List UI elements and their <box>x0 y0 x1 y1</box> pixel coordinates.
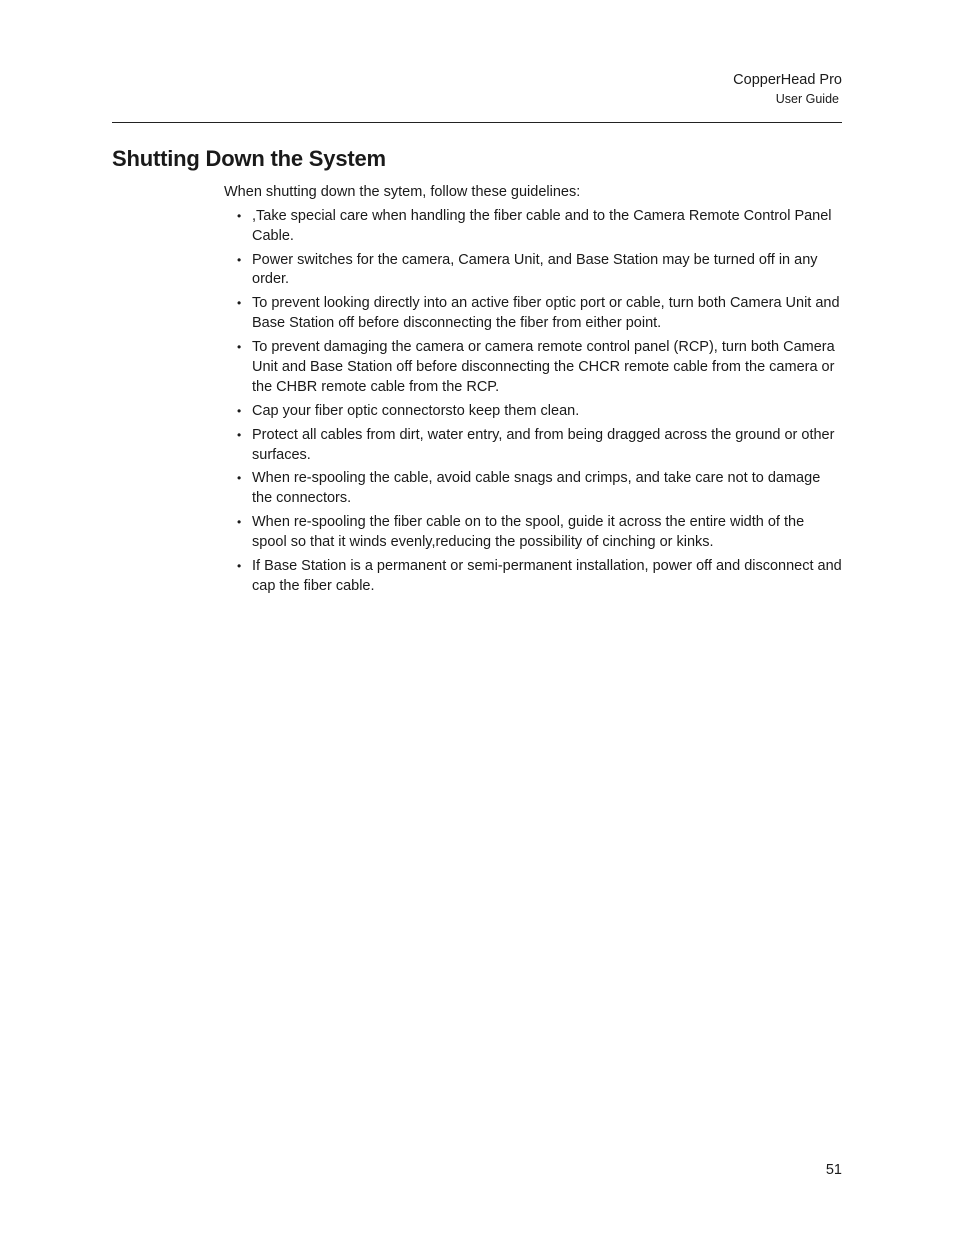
list-item <box>224 513 842 553</box>
section-title: Shutting Down the System <box>112 146 386 171</box>
section-body <box>224 183 842 601</box>
bullet-icon: • <box>237 403 242 418</box>
list-item-text: Protect all cables from dirt, water entry, and from being dragged across the ground or other surfaces. <box>252 426 835 463</box>
list-item-text: When re-spooling the fiber cable on to the spool, guide it across the entire width of the spool so that it winds evenly,reducing the possibility of cinching or kinks. <box>252 514 805 551</box>
bullet-icon: • <box>237 296 242 311</box>
list-item <box>224 294 842 334</box>
intro-paragraph: When shutting down the sytem, follow these guidelines: <box>224 184 581 200</box>
bullet-icon: • <box>237 515 242 530</box>
bullet-icon: • <box>237 471 242 486</box>
bullet-icon: • <box>237 208 242 223</box>
guidelines-list <box>224 207 842 597</box>
list-item-text: When re-spooling the cable, avoid cable snags and crimps, and take care not to damage the connectors. <box>252 470 821 507</box>
bullet-icon: • <box>237 427 242 442</box>
list-item <box>224 402 842 422</box>
bullet-icon: • <box>237 559 242 574</box>
list-item-text: To prevent damaging the camera or camera remote control panel (RCP), turn both Camera Unit and Base Station off before disconnecting the CHCR remote cable from the camera or the CHBR remote cable from the RCP. <box>252 339 835 395</box>
header-document-name: User Guide <box>775 92 839 106</box>
bullet-icon: • <box>237 340 242 355</box>
list-item-text: Cap your fiber optic connectorsto keep them clean. <box>252 402 580 419</box>
list-item-text: ,Take special care when handling the fiber cable and to the Camera Remote Control Panel Cable. <box>252 207 832 244</box>
list-item <box>224 338 842 397</box>
list-item <box>224 207 842 247</box>
list-item-text: To prevent looking directly into an active fiber optic port or cable, turn both Camera Unit and Base Station off before disconnecting the fiber from either point. <box>252 295 840 332</box>
list-item <box>224 469 842 509</box>
list-item-text: Power switches for the camera, Camera Unit, and Base Station may be turned off in any order. <box>252 251 818 288</box>
bullet-icon: • <box>237 252 242 267</box>
page-number: 51 <box>825 1162 842 1178</box>
list-item-text: If Base Station is a permanent or semi-permanent installation, power off and disconnect and cap the fiber cable. <box>252 558 842 594</box>
header-divider <box>112 122 842 123</box>
list-item <box>224 251 842 291</box>
header-product-name: CopperHead Pro <box>733 72 842 88</box>
running-header <box>733 70 842 108</box>
list-item <box>224 557 842 597</box>
list-item <box>224 426 842 466</box>
